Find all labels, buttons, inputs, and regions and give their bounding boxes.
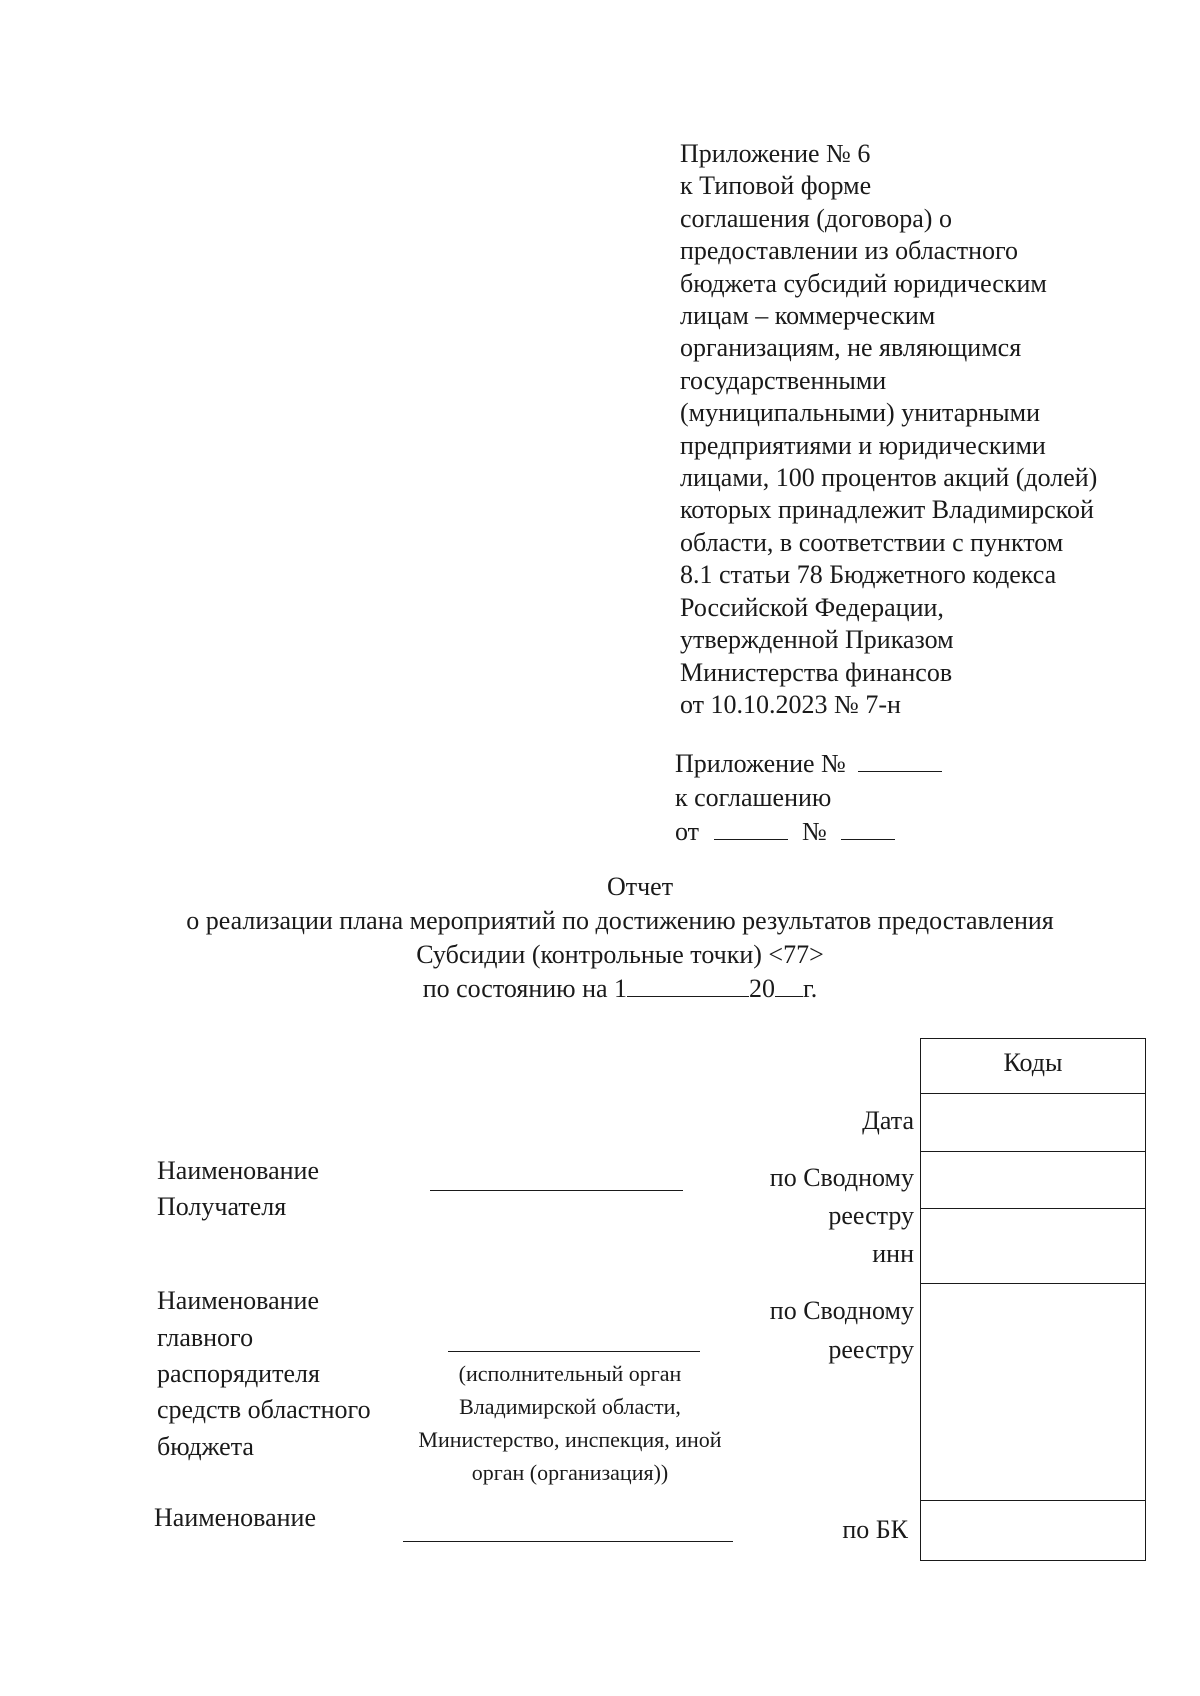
annex-line: к Типовой форме — [680, 171, 872, 201]
annex-line: предоставлении из областного — [680, 236, 1019, 266]
report-title-subject: о реализации плана мероприятий по достижению результатов предоставления — [186, 906, 1054, 935]
agreement-date-blank[interactable] — [714, 817, 788, 840]
report-title-word: Отчет — [606, 872, 674, 901]
report-title-subsidy: Субсидии (контрольные точки) <77> — [416, 940, 824, 969]
annex-line: предприятиями и юридическими — [680, 430, 1046, 460]
hint-line: орган (организация)) — [471, 1460, 669, 1485]
annex-line: лицам – коммерческим — [680, 301, 936, 331]
agreement-annex-date-line — [675, 815, 942, 849]
hint-line: (исполнительный орган — [458, 1361, 682, 1386]
annex-line: бюджета субсидий юридическим — [680, 268, 1047, 298]
annex-line: которых принадлежит Владимирской — [680, 495, 1094, 525]
annex-header — [680, 138, 1097, 721]
as-of-label: по состоянию на 1 — [422, 974, 628, 1003]
annex-line: области, в соответствии с пунктом — [680, 527, 1064, 557]
hint-line: Министерство, инспекция, иной — [418, 1427, 722, 1452]
bk-code-label: по БК — [842, 1515, 908, 1544]
year-suffix: г. — [803, 974, 818, 1003]
codes-table — [920, 1038, 1146, 1561]
from-label: от — [675, 817, 700, 846]
svod-registry-label-2b: реестру — [828, 1335, 914, 1364]
annex-line: Министерства финансов — [680, 657, 953, 687]
annex-line: соглашения (договора) о — [680, 203, 952, 233]
report-title-date-line — [0, 972, 1200, 1006]
chief-manager-label-2: главного — [157, 1323, 254, 1352]
codes-divider — [920, 1500, 1146, 1501]
chief-manager-label-1: Наименование — [157, 1286, 319, 1315]
codes-divider — [920, 1208, 1146, 1209]
chief-manager-label-3: распорядителя — [157, 1359, 320, 1388]
agreement-annex-to-agreement: к соглашению — [675, 783, 832, 812]
chief-manager-name-blank[interactable] — [448, 1351, 700, 1352]
svod-registry-label-1a: по Сводному — [769, 1163, 914, 1192]
annex-line: 8.1 статьи 78 Бюджетного кодекса — [680, 560, 1057, 590]
agreement-annex-label: Приложение № — [675, 749, 846, 778]
agreement-annex-number-line — [675, 747, 942, 781]
codes-divider — [920, 1093, 1146, 1094]
chief-manager-label-4: средств областного — [157, 1395, 371, 1424]
agreement-number-blank[interactable] — [841, 817, 895, 840]
recipient-name-blank[interactable] — [430, 1190, 683, 1191]
codes-divider — [920, 1283, 1146, 1284]
name-last-blank[interactable] — [403, 1541, 733, 1542]
annex-line: Приложение № 6 — [680, 139, 871, 168]
report-year-blank[interactable] — [775, 974, 803, 997]
date-code-label: Дата — [862, 1106, 914, 1135]
chief-manager-hint — [395, 1357, 745, 1489]
year-prefix: 20 — [749, 974, 776, 1003]
annex-line: от 10.10.2023 № 7-н — [680, 689, 901, 719]
annex-line: лицами, 100 процентов акций (долей) — [680, 463, 1098, 493]
annex-line: (муниципальными) унитарными — [680, 398, 1040, 428]
number-sign: № — [802, 817, 827, 846]
inn-code-label: инн — [872, 1239, 914, 1268]
chief-manager-label-5: бюджета — [157, 1432, 254, 1461]
codes-divider — [920, 1151, 1146, 1152]
codes-header: Коды — [1003, 1048, 1063, 1077]
annex-number-blank[interactable] — [858, 749, 942, 772]
annex-line: Российской Федерации, — [680, 592, 944, 622]
annex-line: государственными — [680, 365, 887, 395]
report-date-blank[interactable] — [627, 974, 749, 997]
name-label-last: Наименование — [154, 1503, 316, 1532]
recipient-label-2: Получателя — [157, 1192, 287, 1221]
svod-registry-label-1b: реестру — [828, 1201, 914, 1230]
annex-line: организациям, не являющимся — [680, 333, 1022, 363]
report-title — [0, 870, 1200, 1006]
agreement-annex — [675, 747, 942, 849]
svod-registry-label-2a: по Сводному — [769, 1296, 914, 1325]
annex-line: утвержденной Приказом — [680, 625, 954, 655]
hint-line: Владимирской области, — [459, 1394, 681, 1419]
recipient-label-1: Наименование — [157, 1156, 319, 1185]
